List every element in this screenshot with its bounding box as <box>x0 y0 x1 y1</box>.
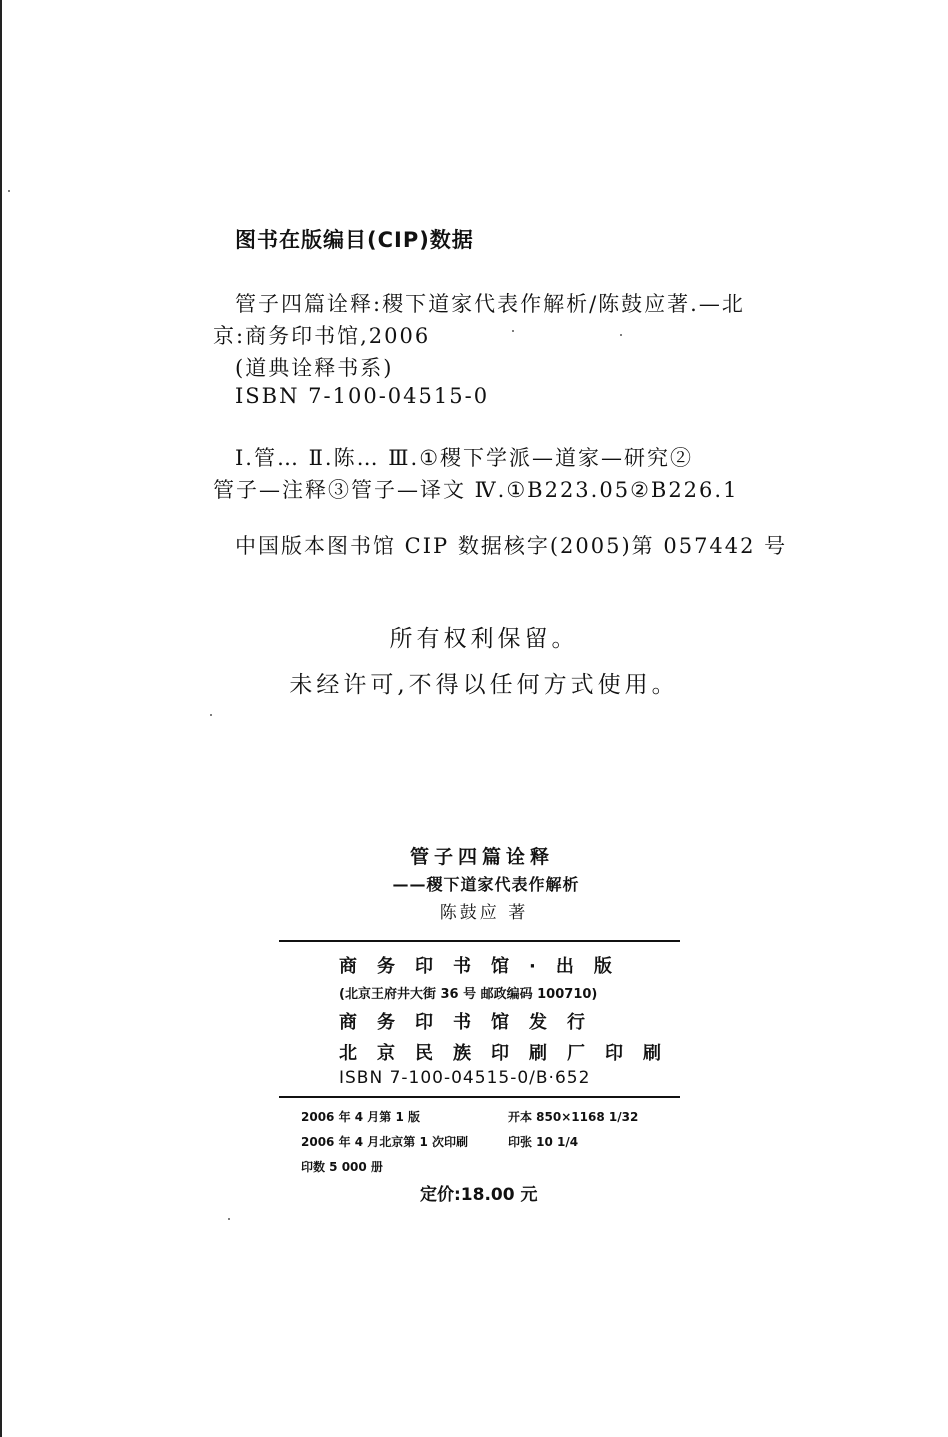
cip-heading: 图书在版编目(CIP)数据 <box>235 228 474 252</box>
printer-line: 北京民族印刷厂印刷 <box>339 1043 681 1064</box>
book-subtitle: ——稷下道家代表作解析 <box>392 875 580 894</box>
cip-series-line: (道典诠释书系) <box>235 356 394 380</box>
cip-subject-line-continued: 管子—注释③管子—译文 Ⅳ.①B223.05②B226.1 <box>213 478 739 502</box>
page-edge-line <box>0 0 2 1437</box>
printing-info: 2006 年 4 月北京第 1 次印刷 <box>301 1135 468 1149</box>
usage-restriction-notice: 未经许可,不得以任何方式使用。 <box>289 672 679 698</box>
scan-speck <box>512 330 514 332</box>
scan-speck <box>228 1218 230 1220</box>
scan-speck <box>8 190 10 192</box>
price: 定价:18.00 元 <box>420 1185 538 1205</box>
scan-speck <box>210 714 212 716</box>
publisher-address: (北京王府井大街 36 号 邮政编码 100710) <box>339 987 598 1002</box>
rights-reserved-notice: 所有权利保留。 <box>389 626 579 652</box>
cip-record-number: 中国版本图书馆 CIP 数据核字(2005)第 057442 号 <box>235 534 788 558</box>
publisher-line: 商务印书馆·出版 <box>339 956 632 977</box>
sheets-info: 印张 10 1/4 <box>508 1135 579 1149</box>
book-author: 陈鼓应 著 <box>439 903 529 923</box>
cip-subject-line: Ⅰ.管… Ⅱ.陈… Ⅲ.①稷下学派—道家—研究② <box>235 446 694 470</box>
cip-title-line: 管子四篇诠释:稷下道家代表作解析/陈鼓应著.—北 <box>235 292 745 316</box>
copies-info: 印数 5 000 册 <box>301 1160 383 1174</box>
distributor-line: 商务印书馆发行 <box>339 1012 605 1033</box>
format-info: 开本 850×1168 1/32 <box>508 1110 639 1124</box>
cip-isbn-line: ISBN 7-100-04515-0 <box>235 384 490 408</box>
colophon-isbn: ISBN 7-100-04515-0/B·652 <box>339 1068 591 1088</box>
scan-speck <box>620 334 622 336</box>
book-title: 管子四篇诠释 <box>409 846 554 868</box>
cip-publisher-line: 京:商务印书馆,2006 <box>213 324 431 348</box>
colophon-top-rule <box>279 940 680 942</box>
colophon-bottom-rule <box>279 1096 680 1098</box>
edition-info: 2006 年 4 月第 1 版 <box>301 1110 420 1124</box>
